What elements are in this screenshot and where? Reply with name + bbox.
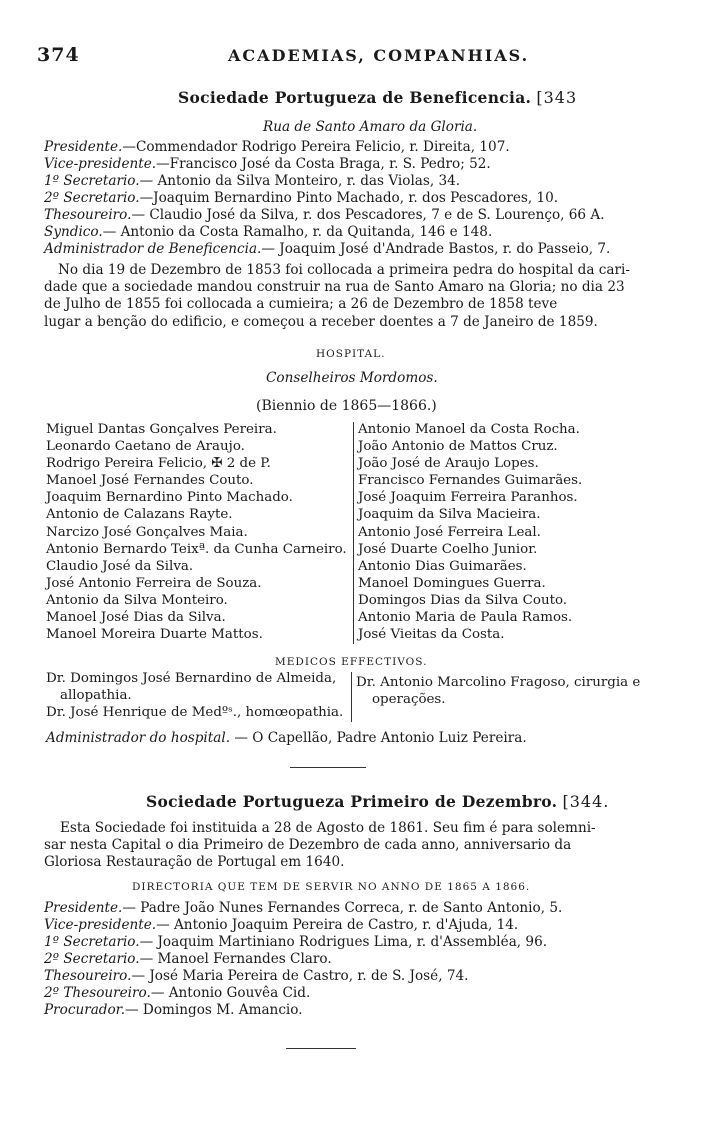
officer-role: Administrador de Beneficencia. (44, 241, 262, 257)
section-separator (286, 1048, 356, 1049)
medico-line: operações. (372, 692, 446, 708)
officer-role: Procurador. (44, 1002, 126, 1018)
mordomo-name: Antonio José Ferreira Leal. (358, 524, 541, 540)
officer-text: — José Maria Pereira de Castro, r. de S. José, 74. (131, 968, 469, 984)
officer-role: 2º Thesoureiro. (44, 985, 151, 1001)
directoria-heading: DIRECTORIA QUE TEM DE SERVIR NO ANNO DE 1865 A 1866. (132, 881, 531, 893)
mordomo-name: Joaquim Bernardino Pinto Machado. (46, 490, 293, 506)
mordomo-name: Rodrigo Pereira Felicio, ✠ 2 de P. (46, 456, 271, 472)
purpose-paragraph (44, 820, 664, 872)
hospital-heading: HOSPITAL. (316, 348, 386, 360)
officer-line (44, 934, 547, 951)
paragraph-line: No dia 19 de Dezembro de 1853 foi collocada a primeira pedra do hospital da cari- (58, 262, 630, 278)
officer-text: —Francisco José da Costa Braga, r. S. Pedro; 52. (156, 156, 491, 172)
officer-line (44, 1002, 303, 1019)
medico-line: allopathia. (60, 688, 132, 704)
officer-role: Thesoureiro. (44, 207, 132, 223)
officer-line (44, 900, 562, 917)
officer-line (44, 241, 610, 258)
officer-line (44, 190, 558, 207)
paragraph-line: Gloriosa Restauração de Portugal em 1640. (44, 854, 345, 871)
mordomo-name: João Antonio de Mattos Cruz. (358, 439, 558, 455)
officer-role: Presidente. (44, 139, 123, 155)
page-number: 374 (37, 44, 80, 66)
officer-text: — Domingos M. Amancio. (125, 1002, 303, 1018)
mordomo-name: José Vieitas da Costa. (358, 627, 505, 643)
officer-text: — Antonio da Costa Ramalho, r. da Quitanda, 146 e 148. (102, 224, 493, 240)
hospital-administrator (46, 730, 527, 747)
paragraph-line: dade que a sociedade mandou construir na rua de Santo Amaro na Gloria; no dia 23 (44, 279, 625, 296)
officer-role: Vice-presidente. (44, 917, 157, 933)
paragraph-line: sar nesta Capital o dia Primeiro de Dezembro de cada anno, anniversario da (44, 837, 572, 854)
section-343-heading (178, 88, 577, 107)
officer-line (44, 985, 310, 1002)
officer-text: — Manoel Fernandes Claro. (139, 951, 332, 967)
mordomo-name: Narcizo José Gonçalves Maia. (46, 524, 248, 540)
mordomo-name: Antonio Dias Guimarães. (358, 558, 527, 574)
mordomo-name: Manoel Moreira Duarte Mattos. (46, 627, 263, 643)
officer-role: Presidente. (44, 900, 123, 916)
officer-text: —Joaquim Bernardino Pinto Machado, r. dos Pescadores, 10. (139, 190, 559, 206)
officer-text: — Joaquim José d'Andrade Bastos, r. do Passeio, 7. (261, 241, 611, 257)
biennium: (Biennio de 1865—1866.) (256, 398, 437, 414)
column-divider (353, 422, 354, 644)
officer-line (44, 207, 605, 224)
mordomo-name: José Joaquim Ferreira Paranhos. (358, 490, 578, 506)
officer-role: Administrador do hospital. (46, 730, 231, 746)
officer-role: Thesoureiro. (44, 968, 132, 984)
officer-role: 1º Secretario. (44, 173, 140, 189)
officer-role: Syndico. (44, 224, 103, 240)
officer-role: 1º Secretario. (44, 934, 140, 950)
mordomo-name: Claudio José da Silva. (46, 558, 194, 574)
mordomo-name: Antonio Manoel da Costa Rocha. (358, 422, 580, 437)
officer-text: — Padre João Nunes Fernandes Correca, r. de Santo Antonio, 5. (122, 900, 563, 916)
paragraph-line: lugar a benção do edificio, e começou a receber doentes a 7 de Janeiro de 1859. (44, 313, 598, 330)
mordomo-name: Francisco Fernandes Guimarães. (358, 473, 583, 489)
mordomo-name: José Antonio Ferreira de Souza. (46, 575, 262, 591)
mordomo-name: Joaquim da Silva Macieira. (358, 507, 541, 523)
mordomo-name: José Duarte Coelho Junior. (358, 541, 538, 557)
officer-text: —Commendador Rodrigo Pereira Felicio, r. Direita, 107. (122, 139, 510, 155)
mordomo-name: Antonio Maria de Paula Ramos. (358, 610, 573, 626)
officer-role: 2º Secretario. (44, 951, 140, 967)
officer-line (44, 951, 332, 968)
medicos-left-column (46, 670, 343, 721)
officer-line (44, 917, 518, 934)
section-number: [343 (536, 88, 578, 107)
mordomo-name: Miguel Dantas Gonçalves Pereira. (46, 422, 277, 437)
paragraph-line: de Julho de 1855 foi collocada a cumieira; a 26 de Dezembro de 1858 teve (44, 296, 558, 313)
officer-text: — Antonio Joaquim Pereira de Castro, r. d'Ajuda, 14. (156, 917, 519, 933)
medicos-right-column (356, 674, 640, 708)
mordomo-name: João José de Araujo Lopes. (358, 456, 539, 472)
mordomo-name: Manoel Domingues Guerra. (358, 575, 546, 591)
running-title: ACADEMIAS, COMPANHIAS. (228, 46, 530, 65)
section-title: Sociedade Portugueza de Beneficencia. (178, 88, 532, 107)
mordomos-right-column (358, 421, 582, 643)
officer-line (44, 173, 460, 190)
mordomo-name: Manoel José Dias da Silva. (46, 610, 226, 626)
officer-line (44, 968, 468, 985)
mordomo-name: Manoel José Fernandes Couto. (46, 473, 254, 489)
medico-line: Dr. José Henrique de Medºˢ., homœopathia. (46, 705, 344, 721)
mordomos-left-column (46, 421, 347, 643)
officer-role: 2º Secretario. (44, 190, 140, 206)
mordomo-name: Leonardo Caetano de Araujo. (46, 439, 245, 455)
mordomo-name: Antonio de Calazans Rayte. (46, 507, 233, 523)
mordomo-name: Domingos Dias da Silva Couto. (358, 592, 568, 608)
officer-text: — Claudio José da Silva, r. dos Pescadores, 7 e de S. Lourenço, 66 A. (131, 207, 605, 223)
officer-text: — O Capellão, Padre Antonio Luiz Pereira. (234, 730, 527, 746)
officer-role: Vice-presidente. (44, 156, 157, 172)
officer-line (44, 156, 491, 173)
section-address: Rua de Santo Amaro da Gloria. (263, 119, 478, 135)
paragraph-line: Esta Sociedade foi instituida a 28 de Agosto de 1861. Seu fim é para solemni- (60, 820, 596, 836)
mordomos-heading: Conselheiros Mordomos. (266, 370, 438, 386)
medico-line: Dr. Domingos José Bernardino de Almeida, (46, 671, 337, 686)
officer-text: — Joaquim Martiniano Rodrigues Lima, r. d'Assembléa, 96. (139, 934, 548, 950)
history-paragraph (44, 262, 664, 331)
column-divider (351, 672, 352, 722)
section-number: [344. (562, 792, 610, 811)
section-separator (290, 767, 366, 768)
medicos-heading: MEDICOS EFFECTIVOS. (275, 656, 428, 668)
section-344-heading (146, 792, 609, 811)
officer-text: — Antonio Gouvêa Cid. (150, 985, 311, 1001)
officer-line (44, 224, 492, 241)
officer-line (44, 139, 510, 156)
mordomo-name: Antonio Bernardo Teixª. da Cunha Carneiro. (46, 541, 347, 557)
officer-text: — Antonio da Silva Monteiro, r. das Violas, 34. (139, 173, 461, 189)
medico-line: Dr. Antonio Marcolino Fragoso, cirurgia e (356, 675, 641, 690)
mordomo-name: Antonio da Silva Monteiro. (46, 592, 228, 608)
section-title: Sociedade Portugueza Primeiro de Dezembro. (146, 792, 558, 811)
